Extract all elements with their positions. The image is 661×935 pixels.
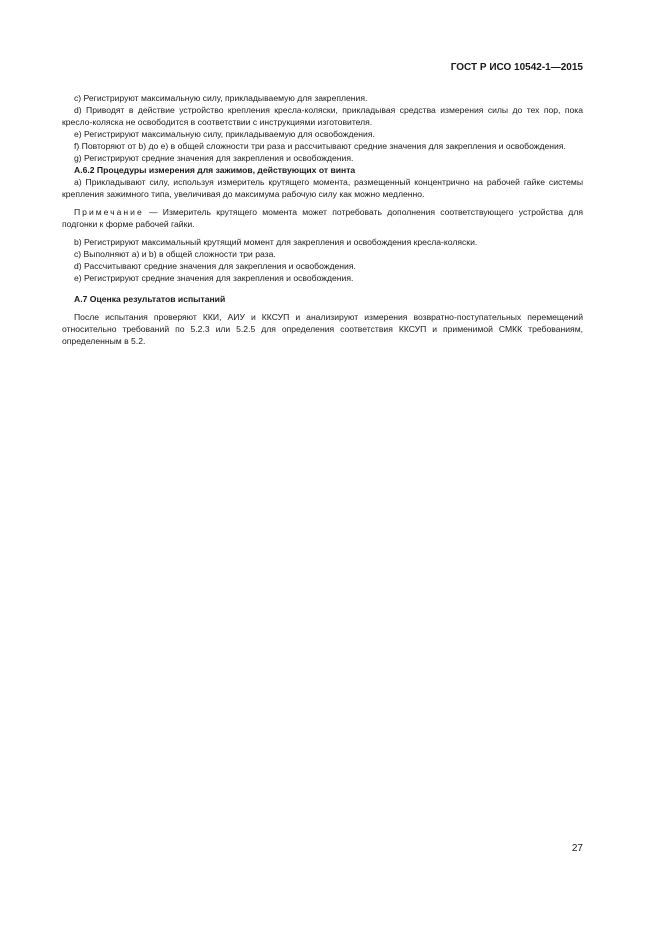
step-g-paragraph: g) Регистрируют средние значения для закрепления и освобождения.: [74, 153, 354, 163]
screw-step-a-paragraph: a) Прикладывают силу, используя измеритель крутящего момента, размещенный концентрично на рабочей гайке системы крепления зажимного типа, увеличивая до максимума рабочую силу как можно медленно.: [62, 177, 583, 199]
screw-step-b-paragraph: b) Регистрируют максимальный крутящий момент для закрепления и освобождения кресла-коляски.: [74, 237, 478, 247]
step-e-paragraph: e) Регистрируют максимальную силу, прикладываемую для освобождения.: [74, 129, 375, 139]
step-f-paragraph: f) Повторяют от b) до e) в общей сложности три раза и рассчитывают средние значения для закрепления и освобождения.: [74, 141, 566, 151]
note-paragraph: [62, 206, 583, 230]
screw-step-e-paragraph: e) Регистрируют средние значения для закрепления и освобождения.: [74, 273, 354, 283]
step-c-paragraph: c) Регистрируют максимальную силу, прикладываемую для закрепления.: [74, 93, 368, 103]
evaluation-paragraph: После испытания проверяют ККИ, АИУ и ККСУП и анализируют измерения возвратно-поступательных перемещений относительно требований по 5.2.3 или 5.2.5 для определения соответствия ККСУП и применимой СМКК требованиям, определенным в 5.2.: [62, 312, 583, 346]
section-heading-a7: А.7 Оценка результатов испытаний: [74, 294, 226, 304]
screw-step-c-paragraph: c) Выполняют a) и b) в общей сложности три раза.: [74, 249, 276, 259]
document-header-title: ГОСТ Р ИСО 10542-1—2015: [450, 62, 583, 73]
note-label: Примечание: [74, 207, 144, 217]
document-body: [62, 92, 583, 347]
page-number: 27: [571, 843, 583, 854]
screw-step-d-paragraph: d) Рассчитывают средние значения для закрепления и освобождения.: [74, 261, 356, 271]
step-d-paragraph: d) Приводят в действие устройство крепления кресла-коляски, прикладывая средства измерения силы до тех пор, пока кресло-коляска не освободится в соответствии с инструкциями изготовителя.: [62, 105, 583, 127]
note-text: — Измеритель крутящего момента может потребовать дополнения соответствующего устройства для подгонки к форме рабочей гайки.: [62, 207, 583, 229]
section-heading-a62: А.6.2 Процедуры измерения для зажимов, действующих от винта: [74, 165, 356, 175]
